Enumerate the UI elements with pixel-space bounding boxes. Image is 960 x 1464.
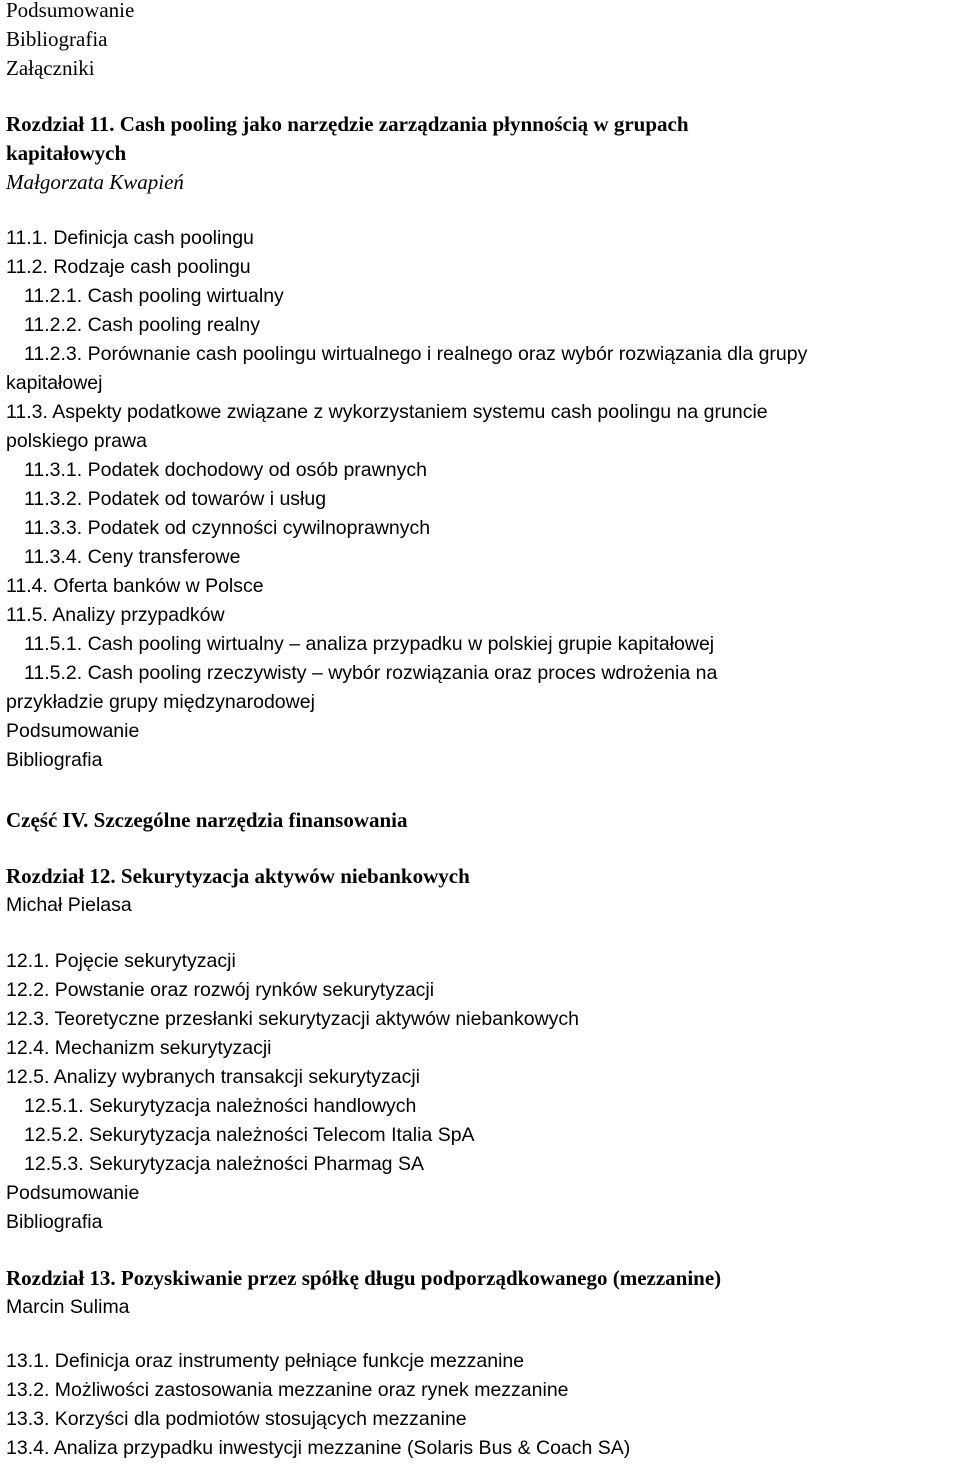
toc-entry-12-bibliography: Bibliografia xyxy=(6,1211,103,1233)
toc-entry-11-5: 11.5. Analizy przypadków xyxy=(6,604,225,626)
chapter-11-author: Małgorzata Kwapień xyxy=(6,170,184,194)
toc-entry-appendices: Załączniki xyxy=(6,56,95,80)
toc-entry-11-3-4: 11.3.4. Ceny transferowe xyxy=(24,546,241,568)
toc-entry-12-2: 12.2. Powstanie oraz rozwój rynków sekurytyzacji xyxy=(6,979,435,1001)
toc-entry-11-bibliography: Bibliografia xyxy=(6,749,103,771)
toc-entry-12-summary: Podsumowanie xyxy=(6,1182,140,1204)
toc-entry-12-5-1: 12.5.1. Sekurytyzacja należności handlowych xyxy=(24,1095,417,1117)
toc-entry-11-3-2: 11.3.2. Podatek od towarów i usług xyxy=(24,488,327,510)
chapter-13-title: Rozdział 13. Pozyskiwanie przez spółkę długu podporządkowanego (mezzanine) xyxy=(6,1266,722,1290)
toc-entry-12-1: 12.1. Pojęcie sekurytyzacji xyxy=(6,950,236,972)
toc-entry-11-3: 11.3. Aspekty podatkowe związane z wykorzystaniem systemu cash poolingu na gruncie xyxy=(6,401,768,423)
toc-entry-11-5-2: 11.5.2. Cash pooling rzeczywisty – wybór rozwiązania oraz proces wdrożenia na xyxy=(24,662,718,684)
toc-entry-11-4: 11.4. Oferta banków w Polsce xyxy=(6,575,264,597)
toc-entry-summary: Podsumowanie xyxy=(6,0,135,22)
toc-entry-12-5-3: 12.5.3. Sekurytyzacja należności Pharmag SA xyxy=(24,1153,424,1175)
toc-entry-12-5: 12.5. Analizy wybranych transakcji sekurytyzacji xyxy=(6,1066,421,1088)
toc-entry-13-1: 13.1. Definicja oraz instrumenty pełniące funkcje mezzanine xyxy=(6,1350,525,1372)
toc-entry-12-5-2: 12.5.2. Sekurytyzacja należności Telecom Italia SpA xyxy=(24,1124,475,1146)
toc-entry-13-4: 13.4. Analiza przypadku inwestycji mezzanine (Solaris Bus & Coach SA) xyxy=(6,1437,631,1459)
part-iv-title: Część IV. Szczególne narzędzia finansowania xyxy=(6,808,408,832)
toc-entry-13-2: 13.2. Możliwości zastosowania mezzanine oraz rynek mezzanine xyxy=(6,1379,569,1401)
toc-entry-11-3-cont: polskiego prawa xyxy=(6,430,147,452)
toc-entry-11-2-3: 11.2.3. Porównanie cash poolingu wirtualnego i realnego oraz wybór rozwiązania dla grupy xyxy=(24,343,808,365)
chapter-12-author: Michał Pielasa xyxy=(6,894,132,916)
toc-entry-11-3-3: 11.3.3. Podatek od czynności cywilnoprawnych xyxy=(24,517,431,539)
chapter-11-title: Rozdział 11. Cash pooling jako narzędzie zarządzania płynnością w grupach xyxy=(6,112,689,136)
toc-entry-11-2: 11.2. Rodzaje cash poolingu xyxy=(6,256,251,278)
toc-entry-11-5-1: 11.5.1. Cash pooling wirtualny – analiza przypadku w polskiej grupie kapitałowej xyxy=(24,633,715,655)
toc-entry-11-1: 11.1. Definicja cash poolingu xyxy=(6,227,254,249)
toc-entry-12-3: 12.3. Teoretyczne przesłanki sekurytyzacji aktywów niebankowych xyxy=(6,1008,579,1030)
chapter-11-title-cont: kapitałowych xyxy=(6,141,127,165)
toc-entry-11-3-1: 11.3.1. Podatek dochodowy od osób prawnych xyxy=(24,459,427,481)
toc-entry-11-2-1: 11.2.1. Cash pooling wirtualny xyxy=(24,285,284,307)
toc-entry-12-4: 12.4. Mechanizm sekurytyzacji xyxy=(6,1037,272,1059)
toc-entry-bibliography: Bibliografia xyxy=(6,27,108,51)
toc-entry-11-summary: Podsumowanie xyxy=(6,720,140,742)
toc-entry-11-2-2: 11.2.2. Cash pooling realny xyxy=(24,314,260,336)
toc-entry-13-3: 13.3. Korzyści dla podmiotów stosujących mezzanine xyxy=(6,1408,467,1430)
chapter-12-title: Rozdział 12. Sekurytyzacja aktywów niebankowych xyxy=(6,864,470,888)
toc-entry-11-5-2-cont: przykładzie grupy międzynarodowej xyxy=(6,691,315,713)
toc-entry-11-2-3-cont: kapitałowej xyxy=(6,372,103,394)
chapter-13-author: Marcin Sulima xyxy=(6,1296,130,1318)
